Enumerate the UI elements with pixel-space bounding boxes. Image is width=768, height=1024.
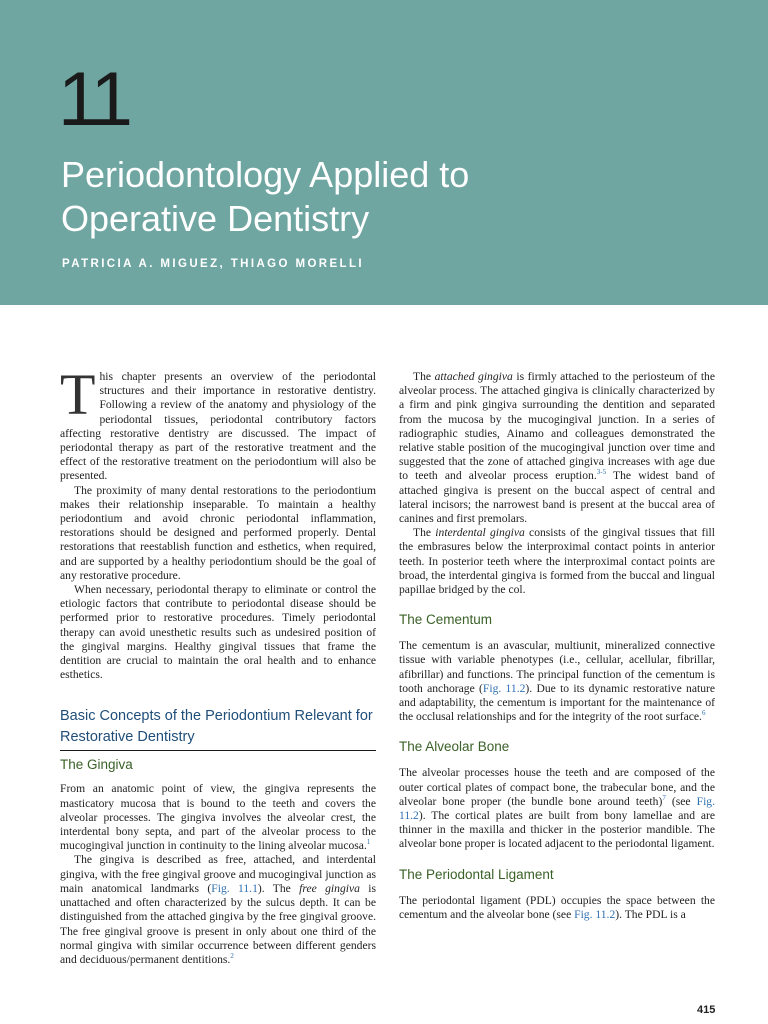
gingiva-text-2c: is unattached and often characterized by the sulcus depth. It can be distinguished from the attached gingiva by the free gingival groove. The free gingival groove is present in only about one third of the normal gingiva with similar occurrence between different genders and deciduous/permanent dentitions. — [60, 881, 376, 966]
intro-paragraph-3: When necessary, periodontal therapy to eliminate or control the etiologic factors that contribute to periodontal disease should be performed prior to restorative procedures. Timely periodontal therapy can avoid unesthetic results such as undesired position of the gingival margins. Healthy gingival tissues that frame the dentition are crucial to maintain the oral health and to enhance esthetics. — [60, 583, 376, 682]
subheading-gingiva: The Gingiva — [60, 757, 133, 773]
chapter-title-line-2: Operative Dentistry — [61, 198, 370, 239]
interdental-gingiva-paragraph — [399, 526, 715, 597]
reference-6[interactable]: 6 — [701, 709, 706, 718]
section-heading-basic-concepts: Basic Concepts of the Periodontium Relevant for Restorative Dentistry — [60, 706, 376, 751]
chapter-title — [61, 153, 701, 241]
figure-link-11-2[interactable]: Fig. 11.2 — [482, 681, 526, 695]
attached-text-b: is firmly attached to the periosteum of the alveolar process. The attached gingiva is clinically characterized by a firm and pink gingiva surrounding the dentition and separated from the mucosa by the mucogingival junction. In a series of radiographic studies, Ainamo and colleagues demonstrated the relative stable position of the mucogingival junction over time and suggested that the zone of attached gingiva increases with age due to teeth and alveolar process eruption. — [399, 370, 715, 483]
gingiva-text-2a: The gingiva is described as free, attached, and interdental gingiva, with the free gingival groove and mucogingival junction as main anatomical landmarks ( — [60, 853, 376, 895]
bone-text-b: (see — [665, 794, 697, 808]
subheading-periodontal-ligament: The Periodontal Ligament — [399, 866, 554, 882]
interdental-text-b: consists of the gingival tissues that fill the embrasures below the interproximal contact points in anterior teeth. In posterior teeth where the interproximal contact points are broad, the interdental gingiva is formed from the buccal and lingual papillae bridged by the col. — [399, 526, 715, 597]
gingiva-text-2b: ). The — [257, 881, 300, 895]
chapter-number: 11 — [58, 57, 129, 142]
gingiva-text-1: From an anatomic point of view, the gingiva represents the masticatory mucosa that is bound to the teeth and covers the alveolar processes. The gingiva involves the alveolar crest, the interdental bony septa, and part of the alveolar process to the mucogingival junction in continuity to the lining alveolar mucosa. — [60, 782, 376, 853]
bone-text-c: ). The cortical plates are built from bony lamellae and are thinner in the maxilla and thicker in the posterior mandible. The alveolar bone proper is located adjacent to the periodontal ligament. — [399, 809, 715, 851]
attached-gingiva-paragraph — [399, 370, 715, 526]
chapter-title-line-1: Periodontology Applied to — [61, 154, 470, 195]
reference-3-5[interactable]: 3-5 — [596, 468, 607, 477]
figure-link-11-2-pdl[interactable]: Fig. 11.2 — [574, 907, 616, 921]
term-interdental-gingiva: interdental gingiva — [435, 526, 525, 540]
page-number: 415 — [697, 1004, 716, 1016]
alveolar-bone-paragraph — [399, 766, 715, 851]
figure-link-11-1[interactable]: Fig. 11.1 — [211, 881, 258, 895]
reference-7[interactable]: 7 — [662, 794, 666, 803]
intro-text-1: his chapter presents an overview of the periodontal structures and their importance in restorative dentistry. Following a review of the anatomy and physiology of the periodontal tissues, periodontal contributory factors affecting restorative dentistry are discussed. The impact of periodontal therapy as part of the restorative treatment and the effect of the restorative treatment on the periodontium will also be presented. — [60, 370, 376, 483]
pdl-paragraph — [399, 894, 715, 922]
chapter-authors: PATRICIA A. MIGUEZ, THIAGO MORELLI — [62, 258, 365, 270]
intro-paragraph-1 — [60, 362, 376, 484]
subheading-alveolar-bone: The Alveolar Bone — [399, 739, 510, 755]
bone-text-a: The alveolar processes house the teeth and are composed of the outer cortical plates of compact bone, the trabecular bone, and the alveolar bone proper (the bundle bone around teeth) — [399, 766, 715, 808]
right-column — [399, 370, 715, 922]
gingiva-paragraph-2 — [60, 853, 376, 967]
term-attached-gingiva: attached gingiva — [434, 370, 513, 383]
figure-link-11-2-bone[interactable]: Fig. 11.2 — [399, 794, 715, 823]
subheading-cementum: The Cementum — [399, 612, 493, 628]
intro-paragraph-2: The proximity of many dental restorations to the periodontium makes their relationship inseparable. To maintain a healthy periodontium and avoid chronic periodontal inflammation, restorations should be designed and performed properly. Dental restorations that reestablish function and esthetics, when required, and are supported by a healthy periodontium should be the goal of any restorative procedure. — [60, 483, 376, 582]
term-free-gingiva: free gingiva — [299, 881, 360, 895]
pdl-text-a: The periodontal ligament (PDL) occupies the space between the cementum and the alveolar bone (see — [399, 893, 715, 921]
chapter-header — [0, 0, 768, 305]
drop-cap: T — [60, 362, 96, 427]
reference-1[interactable]: 1 — [366, 838, 371, 847]
attached-text-c: The widest band of attached gingiva is present on the buccal aspect of central and lateral incisors; the narrowest band is present at the buccal area of canines and first premolars. — [399, 469, 715, 526]
attached-text-a: The — [413, 370, 435, 383]
interdental-text-a: The — [413, 526, 436, 540]
pdl-text-b: ). The PDL is a — [615, 907, 686, 921]
cementum-text-b: ). Due to its dynamic restorative nature and adaptability, the cementum is important for the maintenance of the occlusal relationships and for the integrity of the root surface. — [399, 681, 715, 724]
cementum-text-a: The cementum is an avascular, multiunit, mineralized connective tissue with variable phenotypes (i.e., cellular, acellular, fibrillar, afibrillar) and functions. The principal function of the cementum is tooth anchorage ( — [399, 639, 715, 695]
reference-2[interactable]: 2 — [230, 952, 234, 961]
cementum-paragraph — [399, 639, 715, 724]
gingiva-paragraph-1 — [60, 782, 376, 853]
left-column — [60, 362, 376, 967]
